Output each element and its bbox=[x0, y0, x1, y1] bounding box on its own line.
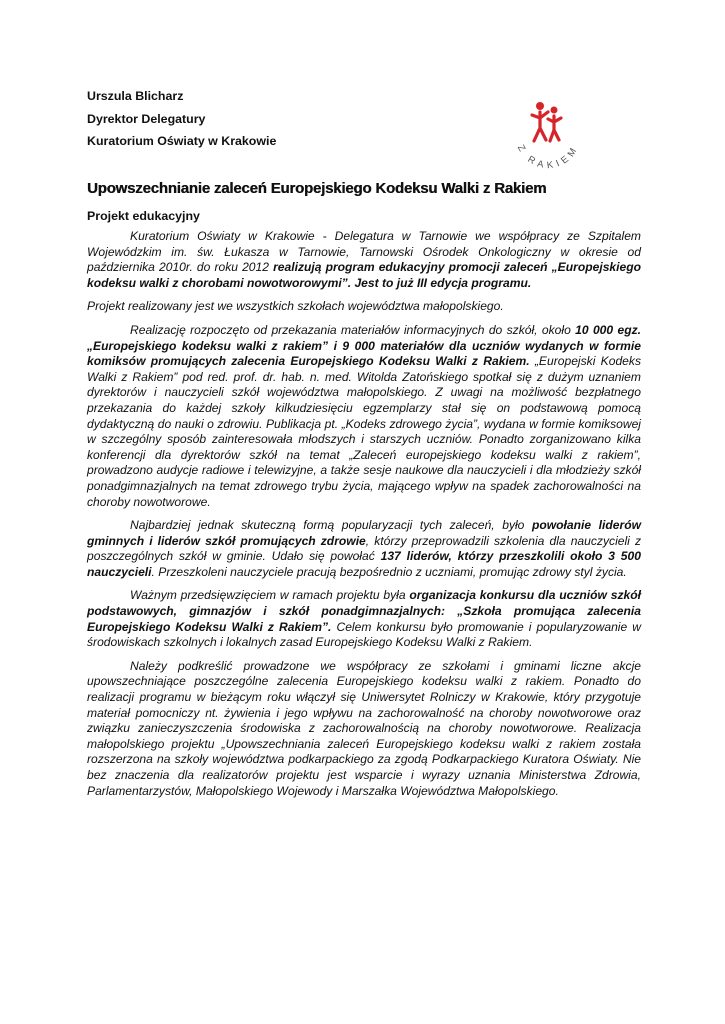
document-body bbox=[87, 229, 641, 807]
paragraph-actions bbox=[87, 659, 641, 799]
text-run: Kuratorium Oświaty w Krakowie - Delegatura w Tarnowie we współpracy ze Szpitalem Wojewódzkim im. św. Łukasza w Tarnowie, Tarnowski Ośrodek Onkologiczny w okresie od października 2010r. do roku 2012 bbox=[87, 229, 641, 275]
author-name: Urszula Blicharz bbox=[87, 89, 184, 103]
paragraph-leaders bbox=[87, 518, 641, 580]
text-run-bold: powołanie liderów gminnych i liderów szkół promujących zdrowie bbox=[87, 518, 641, 548]
paragraph-materials bbox=[87, 323, 641, 510]
text-run: Realizację rozpoczęto od przekazania materiałów informacyjnych do szkół, około bbox=[130, 322, 576, 337]
paragraph-scope bbox=[87, 299, 641, 315]
text-run-bold: realizują program edukacyjny promocji zaleceń „Europejskiego kodeksu walki z chorobami nowotworowymi”. Jest to już III edycja programu. bbox=[87, 260, 642, 290]
text-run: Ważnym przedsięwzięciem w ramach projektu była bbox=[130, 588, 410, 603]
text-run: „Europejski Kodeks Walki z Rakiem” pod red. prof. dr. hab. n. med. Witolda Zatońskiego spotkał się z dużym uznaniem dyrektorów i nauczycieli szkół województwa małopolskiego. Z uwagi na możliwość bezpłatnego przekazania do każdej szkoły kilkudziesięciu egzemplarzy stał się on podstawową pomocą dydaktyczną do nauki o zdrowiu. Publikacja pt. „Kodeks zdrowego życia”, wydana w formie komiksowej w szczególny sposób zainteresowała młodszych i starszych uczniów. Ponadto zorganizowano kilka konferencji dla dyrektorów szkół na temat „Zaleceń europejskiego kodeksu walki z rakiem”, prowadzono audycje radiowe i telewizyjne, a także sesje naukowe dla nauczycieli i dla młodzieży szkół ponadgimnazjalnych na temat zdrowego trybu życia, mającego wpływ na spadek zachorowalności na choroby nowotworowe. bbox=[87, 354, 641, 509]
paragraph-contest bbox=[87, 588, 641, 650]
text-run: Najbardziej jednak skuteczną formą popularyzacji tych zaleceń, było bbox=[130, 518, 532, 533]
logo-text-top bbox=[488, 68, 606, 71]
text-run: Projekt realizowany jest we wszystkich szkołach województwa małopolskiego. bbox=[87, 299, 504, 314]
document-subtitle: Projekt edukacyjny bbox=[87, 209, 200, 223]
paragraph-intro bbox=[87, 229, 641, 291]
text-run: Należy podkreślić prowadzone we współpracy ze szkołami i gminami liczne akcje upowszechniające poszczególne zalecenia Europejskiego kodeksu walki z rakiem. Ponadto do realizacji programu w bieżącym roku włączył się Uniwersytet Rolniczy w Krakowie, który przygotuje materiał pomocniczy nt. żywienia i jego wpływu na zachorowalność na choroby nowotworowe oraz związku zanieczyszczenia środowiska z zachorowalnością na choroby nowotworowe. Realizacja małopolskiego projektu „Upowszechniania zaleceń Europejskiego kodeksu walki z rakiem została rozszerzona na szkoły województwa podkarpackiego za zgodą Podkarpackiego Kuratora Oświaty. Nie bez znaczenia dla realizatorów projektu jest wsparcie i wyrazy uznania Ministerstwa Zdrowia, Parlamentarzystów, Małopolskiego Wojewody i Marszałka Województwa Małopolskiego. bbox=[87, 658, 641, 798]
document-title: Upowszechnianie zaleceń Europejskiego Kodeksu Walki z Rakiem bbox=[87, 180, 547, 197]
figures-icon bbox=[532, 102, 561, 141]
logo-text-bottom: Z RAKIEM bbox=[514, 142, 582, 172]
author-position: Dyrektor Delegatury bbox=[87, 112, 206, 126]
text-run: Celem konkursu było promowanie i popularyzowanie w środowiskach szkolnych i lokalnych zasad Europejskiego Kodeksu Walki z Rakiem. bbox=[87, 619, 641, 650]
text-run: . Przeszkoleni nauczyciele pracują bezpośrednio z uczniami, promując zdrowy styl życia. bbox=[151, 564, 627, 579]
text-run-bold: 10 000 egz. „Europejskiego kodeksu walki z rakiem” i 9 000 materiałów dla uczniów wydanych w formie komiksów promujących zalecenia Europejskiego Kodeksu Walki z Rakiem. bbox=[87, 322, 641, 369]
text-run-bold: organizacja konkursu dla uczniów szkół podstawowych, gimnazjów i szkół ponadgimnazjalnych: „Szkoła promująca zalecenia Europejskiego Kodeksu Walki z Rakiem”. bbox=[87, 588, 641, 634]
text-run-bold: 137 liderów, którzy przeszkolili około 3 500 nauczycieli bbox=[87, 549, 641, 579]
text-run: , którzy przeprowadzili szkolenia dla nauczycieli z poszczególnych szkół w gminie. Udało się powołać bbox=[87, 533, 641, 564]
kodeks-walki-logo bbox=[488, 68, 606, 186]
institution-name: Kuratorium Oświaty w Krakowie bbox=[87, 134, 277, 148]
